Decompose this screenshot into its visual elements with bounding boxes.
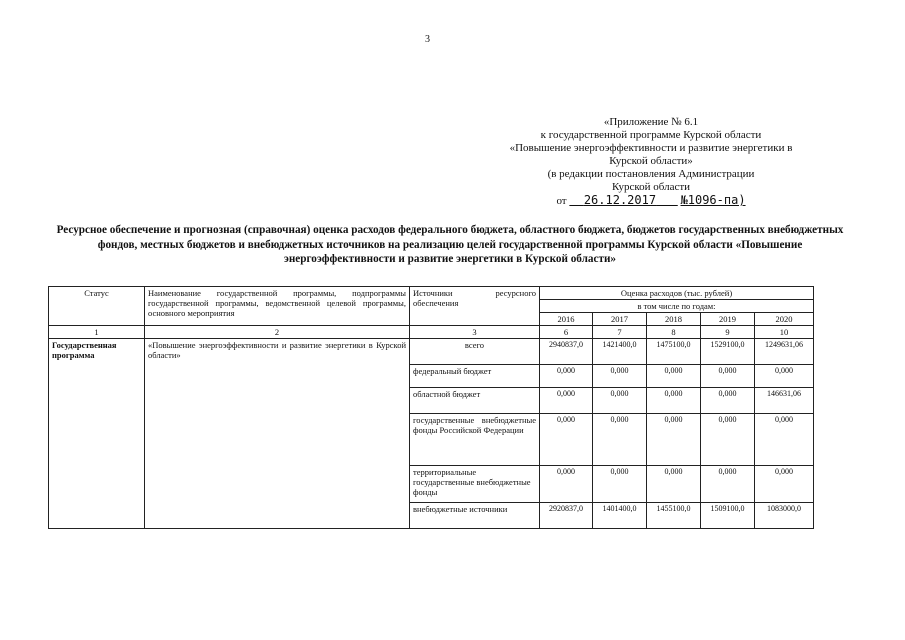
value-cell: 0,000 (755, 466, 814, 503)
value-cell: 0,000 (701, 466, 755, 503)
column-number: 6 (540, 326, 593, 339)
value-cell: 0,000 (647, 365, 701, 388)
value-cell: 0,000 (701, 414, 755, 466)
column-number: 1 (49, 326, 145, 339)
value-cell: 1083000,0 (755, 503, 814, 529)
program-status: Государственная программа (49, 339, 145, 529)
value-cell: 0,000 (593, 414, 647, 466)
value-cell: 0,000 (647, 466, 701, 503)
value-cell: 0,000 (593, 365, 647, 388)
source-cell: областной бюджет (410, 388, 540, 414)
column-number: 2 (145, 326, 410, 339)
page-number: 3 (425, 34, 430, 45)
value-cell: 0,000 (647, 388, 701, 414)
decree-date: 26.12.2017 (583, 193, 657, 207)
header-year: 2017 (593, 313, 647, 326)
value-cell: 146631,06 (755, 388, 814, 414)
appendix-line: к государственной программе Курской области (540, 129, 762, 141)
header-year: 2016 (540, 313, 593, 326)
source-cell: территориальные государственные внебюджетные фонды (410, 466, 540, 503)
header-sources: Источники ресурсного обеспечения (410, 287, 540, 326)
source-cell: федеральный бюджет (410, 365, 540, 388)
value-cell: 0,000 (647, 414, 701, 466)
column-number: 8 (647, 326, 701, 339)
value-cell: 1455100,0 (647, 503, 701, 529)
header-year: 2019 (701, 313, 755, 326)
source-cell: всего (410, 339, 540, 365)
value-cell: 0,000 (701, 388, 755, 414)
document-title: Ресурсное обеспечение и прогнозная (справочная) оценка расходов федерального бюджета, областного бюджета, бюджетов государственных внебюджетных фондов, местных бюджетов и внебюджетных источников на реализацию целей государственной программы Курской области «Повышение энергоэффективности и развитие энергетики в Курской области» (56, 224, 844, 265)
value-cell: 0,000 (540, 466, 593, 503)
value-cell: 2920837,0 (540, 503, 593, 529)
source-cell: государственные внебюджетные фонды Российской Федерации (410, 414, 540, 466)
header-name: Наименование государственной программы, подпрограммы государственной программы, ведомственной целевой программы, основного мероприятия (145, 287, 410, 326)
appendix-line: Курской области (611, 181, 691, 193)
value-cell: 0,000 (755, 414, 814, 466)
header-estimate: Оценка расходов (тыс. рублей) (540, 287, 814, 300)
header-year: 2018 (647, 313, 701, 326)
value-cell: 1249631,06 (755, 339, 814, 365)
header-status: Статус (49, 287, 145, 326)
appendix-date-line (476, 194, 826, 208)
appendix-line: «Повышение энергоэффективности и развитие энергетики в (509, 142, 793, 154)
decree-number: №1096-па) (680, 193, 746, 207)
value-cell: 0,000 (755, 365, 814, 388)
value-cell: 1401400,0 (593, 503, 647, 529)
date-prefix: от (556, 195, 567, 207)
appendix-header (476, 116, 826, 208)
column-number: 9 (701, 326, 755, 339)
column-number: 7 (593, 326, 647, 339)
value-cell: 0,000 (593, 466, 647, 503)
program-name: «Повышение энергоэффективности и развитие энергетики в Курской области» (145, 339, 410, 529)
header-year: 2020 (755, 313, 814, 326)
header-by-years: в том числе по годам: (540, 300, 814, 313)
appendix-line: «Приложение № 6.1 (603, 116, 699, 128)
value-cell: 1421400,0 (593, 339, 647, 365)
value-cell: 0,000 (540, 414, 593, 466)
column-number: 10 (755, 326, 814, 339)
appendix-line: Курской области» (609, 155, 693, 167)
column-number: 3 (410, 326, 540, 339)
value-cell: 0,000 (701, 365, 755, 388)
budget-table (48, 286, 814, 529)
value-cell: 0,000 (540, 365, 593, 388)
appendix-line: (в редакции постановления Администрации (547, 168, 755, 180)
value-cell: 2940837,0 (540, 339, 593, 365)
value-cell: 1509100,0 (701, 503, 755, 529)
value-cell: 1529100,0 (701, 339, 755, 365)
source-cell: внебюджетные источники (410, 503, 540, 529)
column-number-row (49, 326, 814, 339)
value-cell: 0,000 (540, 388, 593, 414)
header-row (49, 287, 814, 300)
value-cell: 1475100,0 (647, 339, 701, 365)
value-cell: 0,000 (593, 388, 647, 414)
table-row (49, 339, 814, 365)
